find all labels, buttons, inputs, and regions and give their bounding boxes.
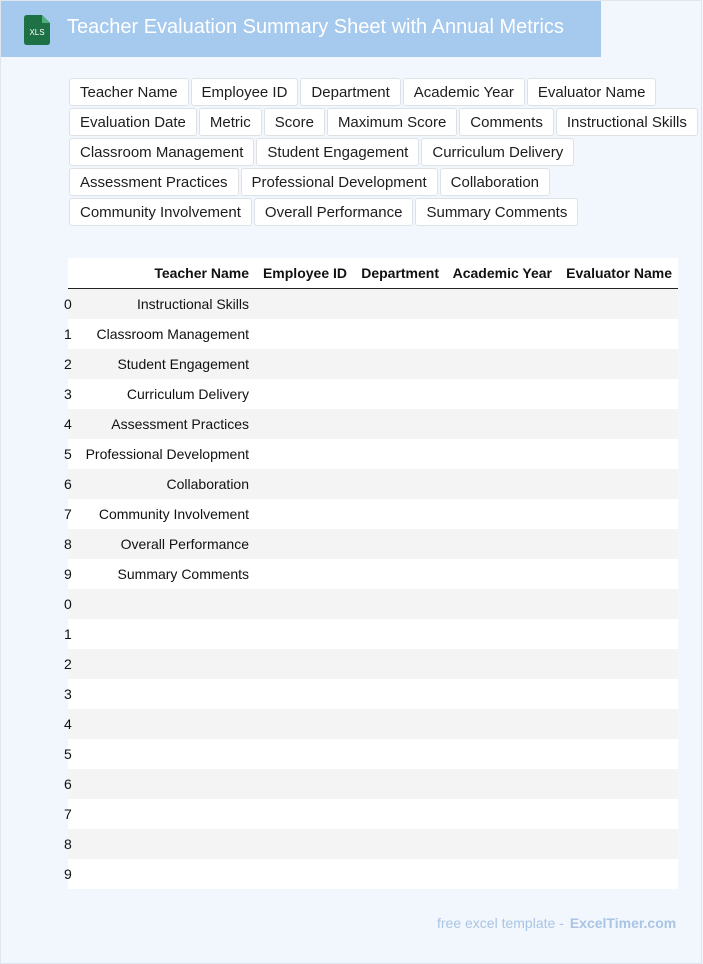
table-row: [68, 649, 678, 679]
teacher-name-cell[interactable]: [64, 529, 255, 559]
table-cell[interactable]: [353, 619, 445, 649]
table-cell[interactable]: [353, 469, 445, 499]
table-cell[interactable]: [445, 409, 558, 439]
column-header: Evaluator Name: [558, 258, 678, 289]
teacher-name-cell[interactable]: [64, 559, 255, 589]
field-chip[interactable]: Evaluation Date: [69, 108, 197, 136]
svg-text:XLS: XLS: [29, 28, 45, 37]
teacher-name-value: Classroom Management: [96, 326, 249, 342]
table-cell[interactable]: [353, 709, 445, 739]
column-header: Academic Year: [445, 258, 558, 289]
field-chip-list: [69, 78, 703, 226]
teacher-name-value: Curriculum Delivery: [126, 386, 249, 402]
table-row: [68, 679, 678, 709]
row-index: 3: [64, 386, 72, 402]
table-row: [68, 739, 678, 769]
table-cell[interactable]: [558, 739, 678, 769]
teacher-name-value: Instructional Skills: [136, 296, 249, 312]
table-cell[interactable]: [558, 859, 678, 889]
field-chip[interactable]: Maximum Score: [327, 108, 457, 136]
table-cell[interactable]: [558, 289, 678, 320]
table-cell[interactable]: [445, 829, 558, 859]
table-row: [68, 559, 678, 589]
table-row: [68, 589, 678, 619]
table-cell[interactable]: [445, 439, 558, 469]
teacher-name-cell[interactable]: [64, 319, 255, 349]
teacher-name-cell[interactable]: [64, 709, 255, 739]
row-index: 0: [64, 596, 72, 612]
table-cell[interactable]: [353, 799, 445, 829]
teacher-name-cell[interactable]: [64, 439, 255, 469]
teacher-name-value: Community Involvement: [98, 506, 249, 522]
table-cell[interactable]: [255, 829, 353, 859]
teacher-name-cell[interactable]: [64, 799, 255, 829]
table-cell[interactable]: [353, 859, 445, 889]
field-chip[interactable]: Score: [264, 108, 325, 136]
header-banner: [1, 1, 601, 57]
field-chip[interactable]: Evaluator Name: [527, 78, 657, 106]
table-cell[interactable]: [445, 319, 558, 349]
field-chip[interactable]: Instructional Skills: [556, 108, 698, 136]
table-cell[interactable]: [558, 409, 678, 439]
field-chip[interactable]: Overall Performance: [254, 198, 414, 226]
row-index: 9: [64, 866, 72, 882]
row-index: 4: [64, 716, 72, 732]
table-row: [68, 499, 678, 529]
page-title: Teacher Evaluation Summary Sheet with Annual Metrics: [67, 16, 564, 38]
table-cell[interactable]: [445, 769, 558, 799]
table-cell[interactable]: [558, 679, 678, 709]
table-cell[interactable]: [558, 529, 678, 559]
table-cell[interactable]: [445, 799, 558, 829]
field-chip[interactable]: Summary Comments: [415, 198, 578, 226]
table-cell[interactable]: [445, 619, 558, 649]
field-chip[interactable]: Curriculum Delivery: [421, 138, 574, 166]
table-cell[interactable]: [445, 469, 558, 499]
table-cell[interactable]: [558, 829, 678, 859]
table-cell[interactable]: [255, 769, 353, 799]
excel-file-icon: [23, 15, 51, 45]
table-cell[interactable]: [255, 559, 353, 589]
footer-text: free excel template -: [437, 915, 564, 931]
table-header-row: [68, 258, 678, 289]
table-cell[interactable]: [445, 529, 558, 559]
teacher-name-value: Professional Development: [85, 446, 249, 462]
field-chip[interactable]: Comments: [459, 108, 554, 136]
table-cell[interactable]: [558, 709, 678, 739]
table-cell[interactable]: [353, 379, 445, 409]
teacher-name-cell[interactable]: [64, 589, 255, 619]
field-chip[interactable]: Academic Year: [403, 78, 525, 106]
teacher-name-value: Overall Performance: [120, 536, 249, 552]
teacher-name-cell[interactable]: [64, 679, 255, 709]
table-cell[interactable]: [353, 499, 445, 529]
teacher-name-cell[interactable]: [64, 469, 255, 499]
teacher-name-cell[interactable]: [64, 409, 255, 439]
table-cell[interactable]: [353, 589, 445, 619]
table-cell[interactable]: [558, 379, 678, 409]
table-row: [68, 859, 678, 889]
table-cell[interactable]: [558, 469, 678, 499]
row-index: 7: [64, 506, 72, 522]
table-cell[interactable]: [445, 739, 558, 769]
column-header: Employee ID: [255, 258, 353, 289]
table-row: [68, 379, 678, 409]
table-cell[interactable]: [353, 529, 445, 559]
table-cell[interactable]: [353, 679, 445, 709]
footer-credit: [437, 915, 676, 931]
table-cell[interactable]: [353, 349, 445, 379]
table-cell[interactable]: [558, 319, 678, 349]
table-row: [68, 619, 678, 649]
teacher-name-cell[interactable]: [64, 619, 255, 649]
table-cell[interactable]: [353, 289, 445, 320]
field-chip[interactable]: Classroom Management: [69, 138, 254, 166]
table-cell[interactable]: [255, 319, 353, 349]
table-row: [68, 469, 678, 499]
teacher-name-cell[interactable]: [64, 649, 255, 679]
table-cell[interactable]: [255, 409, 353, 439]
table-cell[interactable]: [558, 439, 678, 469]
table-cell[interactable]: [255, 649, 353, 679]
column-header: Teacher Name: [68, 258, 255, 289]
table-cell[interactable]: [353, 319, 445, 349]
table-cell[interactable]: [558, 499, 678, 529]
table-cell[interactable]: [255, 709, 353, 739]
row-index: 1: [64, 626, 72, 642]
row-index: 1: [64, 326, 72, 342]
table-cell[interactable]: [353, 409, 445, 439]
table-cell[interactable]: [558, 649, 678, 679]
teacher-name-value: Collaboration: [166, 476, 249, 492]
teacher-name-cell[interactable]: [64, 289, 255, 320]
table-cell[interactable]: [445, 589, 558, 619]
row-index: 7: [64, 806, 72, 822]
column-header: Department: [353, 258, 445, 289]
table-row: [68, 439, 678, 469]
field-chip[interactable]: Teacher Name: [69, 78, 189, 106]
field-chip[interactable]: Collaboration: [440, 168, 550, 196]
table-cell[interactable]: [353, 739, 445, 769]
table-cell[interactable]: [255, 679, 353, 709]
table-cell[interactable]: [445, 289, 558, 320]
table-cell[interactable]: [445, 709, 558, 739]
teacher-name-value: Assessment Practices: [111, 416, 249, 432]
row-index: 6: [64, 476, 72, 492]
table-cell[interactable]: [445, 559, 558, 589]
table-cell[interactable]: [353, 439, 445, 469]
spreadsheet-table: [64, 258, 678, 889]
table-cell[interactable]: [255, 529, 353, 559]
row-index: 8: [64, 836, 72, 852]
table-cell[interactable]: [255, 799, 353, 829]
row-index: 2: [64, 356, 72, 372]
footer-brand-link[interactable]: ExcelTimer.com: [569, 915, 677, 931]
field-chip[interactable]: Assessment Practices: [69, 168, 239, 196]
table-cell[interactable]: [255, 439, 353, 469]
table-cell[interactable]: [353, 769, 445, 799]
table-cell[interactable]: [558, 589, 678, 619]
table-cell[interactable]: [353, 559, 445, 589]
row-index: 5: [64, 446, 72, 462]
row-index: 0: [64, 296, 72, 312]
table-cell[interactable]: [445, 649, 558, 679]
table-cell[interactable]: [353, 649, 445, 679]
table-cell[interactable]: [558, 769, 678, 799]
table-row: [68, 529, 678, 559]
field-chip[interactable]: Department: [300, 78, 400, 106]
table-row: [68, 409, 678, 439]
row-index: 3: [64, 686, 72, 702]
row-index: 6: [64, 776, 72, 792]
teacher-name-cell[interactable]: [64, 379, 255, 409]
field-chip[interactable]: Student Engagement: [256, 138, 419, 166]
table-row: [68, 289, 678, 320]
teacher-name-cell[interactable]: [64, 499, 255, 529]
table-cell[interactable]: [445, 349, 558, 379]
teacher-name-value: Student Engagement: [117, 356, 249, 372]
teacher-name-value: Summary Comments: [117, 566, 249, 582]
field-chip[interactable]: Metric: [199, 108, 262, 136]
table-cell[interactable]: [255, 499, 353, 529]
table-row: [68, 799, 678, 829]
table-cell[interactable]: [255, 589, 353, 619]
table-cell[interactable]: [558, 619, 678, 649]
table-cell[interactable]: [255, 859, 353, 889]
teacher-name-cell[interactable]: [64, 349, 255, 379]
table-cell[interactable]: [255, 379, 353, 409]
table-cell[interactable]: [558, 559, 678, 589]
table-cell[interactable]: [558, 799, 678, 829]
row-index: 9: [64, 566, 72, 582]
field-chip[interactable]: Community Involvement: [69, 198, 252, 226]
table-cell[interactable]: [255, 469, 353, 499]
field-chip[interactable]: Professional Development: [241, 168, 438, 196]
table-cell[interactable]: [255, 619, 353, 649]
table-row: [68, 709, 678, 739]
table-cell[interactable]: [445, 379, 558, 409]
teacher-name-cell[interactable]: [64, 769, 255, 799]
teacher-name-cell[interactable]: [64, 859, 255, 889]
table-cell[interactable]: [255, 349, 353, 379]
table-row: [68, 769, 678, 799]
field-chip[interactable]: Employee ID: [191, 78, 299, 106]
table-cell[interactable]: [255, 739, 353, 769]
table-cell[interactable]: [353, 829, 445, 859]
table-cell[interactable]: [445, 499, 558, 529]
table-cell[interactable]: [445, 679, 558, 709]
row-index: 4: [64, 416, 72, 432]
table-row: [68, 319, 678, 349]
row-index: 8: [64, 536, 72, 552]
teacher-name-cell[interactable]: [64, 739, 255, 769]
table-cell[interactable]: [445, 859, 558, 889]
table-row: [68, 349, 678, 379]
row-index: 2: [64, 656, 72, 672]
table-cell[interactable]: [558, 349, 678, 379]
teacher-name-cell[interactable]: [64, 829, 255, 859]
row-index: 5: [64, 746, 72, 762]
table-cell[interactable]: [255, 289, 353, 320]
table-row: [68, 829, 678, 859]
